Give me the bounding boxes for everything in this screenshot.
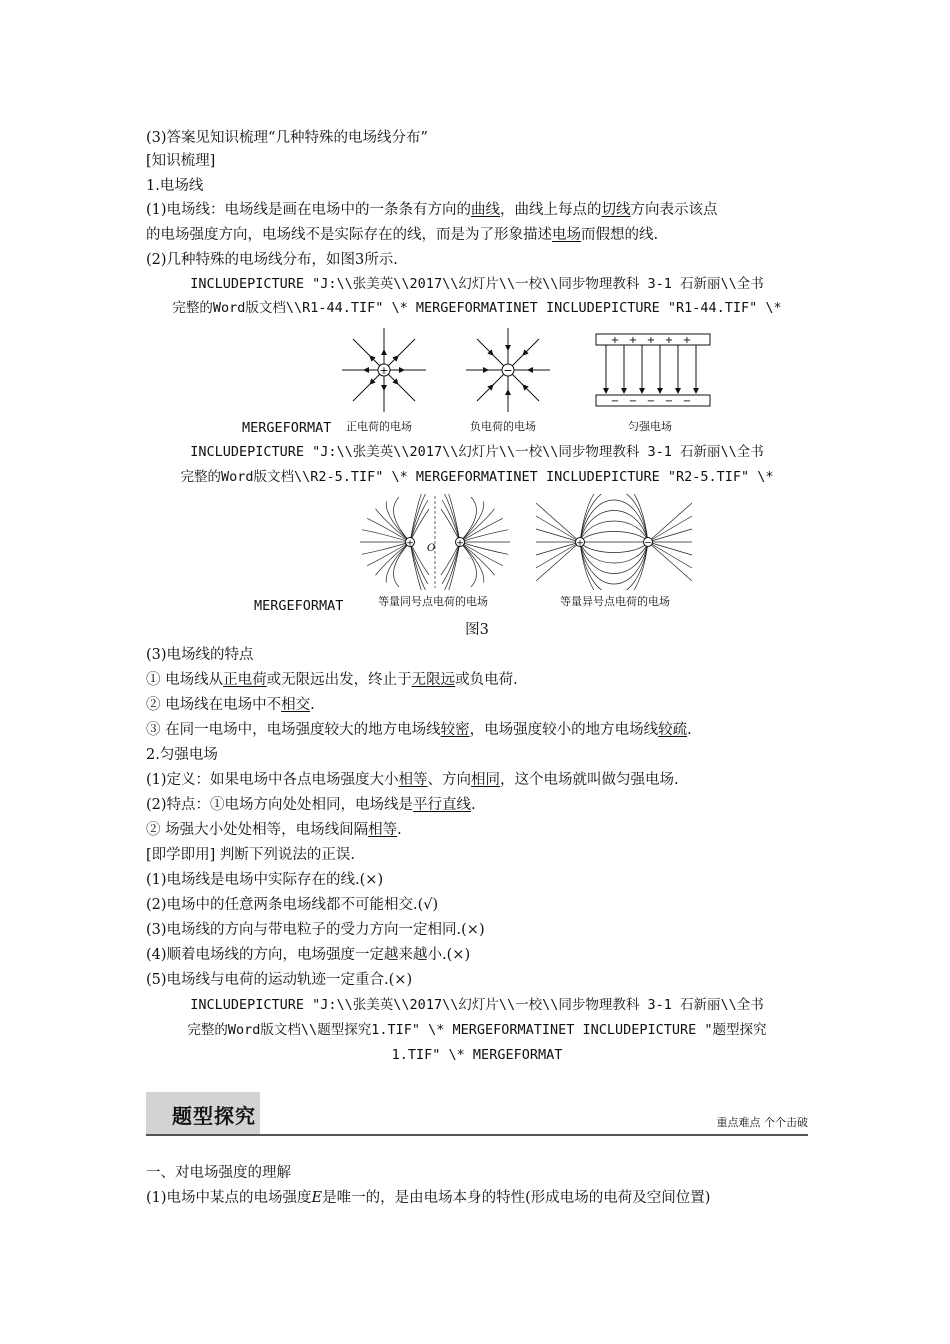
- field-code-line: 1.TIF" \* MERGEFORMAT: [391, 1047, 563, 1063]
- charge-sign: −: [644, 538, 652, 549]
- field-line: [648, 529, 692, 542]
- blank-answer: 相交: [281, 697, 311, 713]
- quiz-item: (5)电场线与电荷的运动轨迹一定重合.(×): [146, 972, 413, 988]
- caption-unlike-charges: 等量异号点电荷的电场: [560, 595, 670, 608]
- quiz-item: (1)电场线是电场中实际存在的线.(×): [146, 872, 384, 888]
- blank-answer: 较密: [440, 722, 470, 738]
- plate-sign: −: [682, 396, 692, 407]
- paragraph-distributions: (2)几种特殊的电场线分布，如图3所示.: [146, 252, 398, 268]
- charge-sign: −: [503, 364, 513, 377]
- blank-answer: 曲线: [471, 202, 501, 218]
- field-line: [580, 542, 648, 553]
- blank-answer: 相等: [368, 822, 398, 838]
- blank-answer: 相等: [398, 772, 428, 788]
- field-line: [536, 542, 580, 555]
- symbol-e: E: [311, 1190, 323, 1206]
- field-code-line: INCLUDEPICTURE "J:\\张美英\\2017\\幻灯片\\一校\\同步物理教科 3-1 石新丽\\全书: [190, 276, 764, 292]
- field-line: [367, 518, 410, 542]
- plate-sign: +: [646, 335, 656, 346]
- plate-sign: +: [682, 335, 692, 346]
- caption-uniform: 匀强电场: [628, 420, 672, 433]
- charge-sign: +: [406, 538, 414, 549]
- blank-answer: 正电荷: [223, 672, 267, 688]
- plate-sign: −: [628, 396, 638, 407]
- origin-label: O: [427, 543, 436, 554]
- field-line: [580, 494, 648, 542]
- field-line: [536, 542, 580, 568]
- feature-1: ① 电场线从正电荷或无限远出发，终止于无限远或负电荷.: [146, 672, 518, 688]
- heading-features: (3)电场线的特点: [146, 647, 254, 663]
- section-band-rule: [146, 1134, 808, 1136]
- plate-sign: −: [610, 396, 620, 407]
- quiz-item: (4)顺着电场线的方向，电场强度一定越来越小.(×): [146, 947, 471, 963]
- field-line: [648, 542, 692, 568]
- field-line: [460, 542, 503, 566]
- topic-paragraph: (1)电场中某点的电场强度E是唯一的，是由电场本身的特性(形成电场的电荷及空间位置): [146, 1190, 711, 1206]
- plate-sign: −: [646, 396, 656, 407]
- field-code-merge: MERGEFORMAT: [254, 598, 344, 614]
- field-code-line: 完整的Word版文档\\R1-44.TIF" \* MERGEFORMATINET INCLUDEPICTURE "R1-44.TIF" \*: [172, 300, 782, 316]
- field-line: [648, 516, 692, 542]
- quiz-heading: [即学即用] 判断下列说法的正误.: [146, 847, 356, 863]
- feature-3: ③ 在同一电场中，电场强度较大的地方电场线较密，电场强度较小的地方电场线较疏.: [146, 722, 692, 738]
- field-line: [536, 529, 580, 542]
- field-code-line: 完整的Word版文档\\R2-5.TIF" \* MERGEFORMATINET INCLUDEPICTURE "R2-5.TIF" \*: [180, 469, 774, 485]
- field-line: [580, 542, 648, 590]
- positive-charge-field-figure: [340, 326, 428, 414]
- feature-2: ② 电场线在电场中不相交.: [146, 697, 315, 713]
- section-band-subtitle: 重点难点 个个击破: [716, 1116, 808, 1129]
- plate-sign: +: [628, 335, 638, 346]
- unlike-charges-field-figure: [534, 494, 694, 590]
- field-line: [367, 542, 410, 566]
- uniform-field-figure: [594, 332, 712, 408]
- field-line: [648, 542, 692, 555]
- quiz-item: (3)电场线的方向与带电粒子的受力方向一定相同.(×): [146, 922, 485, 938]
- field-line: [460, 518, 503, 542]
- uniform-feature-1: (2)特点：①电场方向处处相同，电场线是平行直线.: [146, 797, 476, 813]
- paragraph-definition-1: (1)电场线：电场线是画在电场中的一条条有方向的曲线，曲线上每点的切线方向表示该点: [146, 202, 718, 218]
- charge-sign: +: [576, 538, 584, 549]
- like-charges-field-figure: [358, 494, 512, 590]
- blank-answer: 切线: [601, 202, 631, 218]
- paragraph-definition-2: 的电场强度方向，电场线不是实际存在的线，而是为了形象描述电场而假想的线.: [146, 227, 659, 243]
- caption-negative: 负电荷的电场: [470, 420, 536, 433]
- field-line: [536, 542, 580, 581]
- field-code-merge: MERGEFORMAT: [242, 420, 332, 436]
- field-code-line: INCLUDEPICTURE "J:\\张美英\\2017\\幻灯片\\一校\\同步物理教科 3-1 石新丽\\全书: [190, 997, 764, 1013]
- negative-charge-field-figure: [464, 326, 552, 414]
- blank-answer: 相同: [471, 772, 501, 788]
- blank-answer: 电场: [552, 227, 581, 243]
- blank-answer: 较疏: [658, 722, 688, 738]
- field-code-line: INCLUDEPICTURE "J:\\张美英\\2017\\幻灯片\\一校\\同步物理教科 3-1 石新丽\\全书: [190, 444, 764, 460]
- section-tag-knowledge: [知识梳理]: [146, 153, 216, 169]
- quiz-item: (2)电场中的任意两条电场线都不可能相交.(√): [146, 897, 439, 913]
- plate-sign: +: [664, 335, 674, 346]
- charge-sign: +: [379, 364, 389, 377]
- field-line: [536, 503, 580, 542]
- answer-line: (3)答案见知识梳理“几种特殊的电场线分布”: [146, 130, 428, 146]
- plate-sign: −: [664, 396, 674, 407]
- field-line: [536, 516, 580, 542]
- blank-answer: 平行直线: [413, 797, 472, 813]
- figure-label: 图3: [465, 622, 489, 638]
- field-line: [648, 503, 692, 542]
- section-band-title: 题型探究: [172, 1104, 256, 1128]
- heading-field-lines: 1.电场线: [146, 178, 204, 194]
- uniform-definition: (1)定义：如果电场中各点电场强度大小相等、方向相同，这个电场就叫做匀强电场.: [146, 772, 679, 788]
- field-code-line: 完整的Word版文档\\题型探究1.TIF" \* MERGEFORMATINET INCLUDEPICTURE "题型探究: [187, 1022, 767, 1038]
- caption-like-charges: 等量同号点电荷的电场: [378, 595, 488, 608]
- topic-heading: 一、对电场强度的理解: [146, 1165, 291, 1181]
- plate-sign: +: [610, 335, 620, 346]
- blank-answer: 无限远: [411, 672, 456, 688]
- caption-positive: 正电荷的电场: [346, 420, 412, 433]
- section-band: [146, 1092, 808, 1138]
- heading-uniform: 2.匀强电场: [146, 747, 218, 763]
- uniform-feature-2: ② 场强大小处处相等，电场线间隔相等.: [146, 822, 402, 838]
- field-line: [580, 532, 648, 543]
- field-line: [648, 542, 692, 581]
- charge-sign: +: [456, 538, 464, 549]
